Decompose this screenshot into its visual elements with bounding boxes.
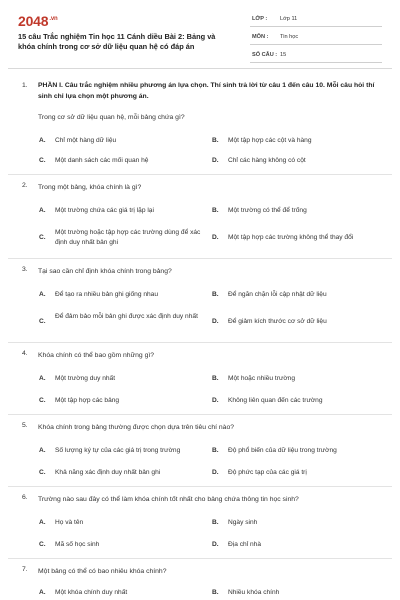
logo-text: 2048 bbox=[18, 13, 49, 29]
page-title: 15 câu Trắc nghiệm Tin học 11 Cánh diều Bài 2: Bảng và khóa chính trong cơ sở dữ liệu quan hệ có đáp án bbox=[18, 32, 216, 51]
option-text: Một trường hoặc tập hợp các trường dùng để xác định duy nhất bản ghi bbox=[55, 229, 201, 246]
question-divider bbox=[8, 486, 392, 487]
logo-suffix: .vn bbox=[49, 16, 58, 23]
option-text: Một khóa chính duy nhất bbox=[55, 589, 128, 596]
question-number: 1. bbox=[22, 82, 28, 89]
question-divider bbox=[8, 174, 392, 175]
option-text: Để tạo ra nhiều bản ghi giống nhau bbox=[55, 291, 159, 298]
option-text: Mã số học sinh bbox=[55, 541, 100, 548]
question-divider bbox=[8, 558, 392, 559]
option-label: C. bbox=[39, 318, 46, 325]
option-label: B. bbox=[212, 375, 219, 382]
option-text: Một tập hợp các trường không thể thay đổi bbox=[228, 234, 354, 241]
question-text: Khóa chính trong bảng thường được chọn dựa trên tiêu chí nào? bbox=[38, 424, 235, 431]
option-label: C. bbox=[39, 397, 46, 404]
question-number: 3. bbox=[22, 266, 28, 273]
option-label: A. bbox=[39, 137, 46, 144]
option-text: Ngày sinh bbox=[228, 519, 258, 526]
meta-class-label: LỚP : bbox=[252, 16, 268, 22]
question-text: Khóa chính có thể bao gồm những gì? bbox=[38, 352, 155, 359]
option-label: C. bbox=[39, 157, 46, 164]
question-divider bbox=[8, 258, 392, 259]
option-text: Để ngăn chặn lỗi cập nhật dữ liệu bbox=[228, 291, 327, 298]
meta-subject bbox=[250, 30, 382, 45]
option-label: B. bbox=[212, 519, 219, 526]
option-text: Một danh sách các mối quan hệ bbox=[55, 157, 149, 164]
option-label: B. bbox=[212, 207, 219, 214]
meta-subject-value: Tin học bbox=[280, 34, 299, 40]
question-number: 2. bbox=[22, 182, 28, 189]
option-text: Họ và tên bbox=[55, 519, 84, 526]
page-header bbox=[0, 0, 400, 64]
meta-class-value: Lớp 11 bbox=[280, 16, 298, 22]
option-text: Khả năng xác định duy nhất bản ghi bbox=[55, 469, 161, 476]
meta-class bbox=[250, 12, 382, 27]
question-number: 6. bbox=[22, 494, 28, 501]
option-text: Một trường chứa các giá trị lặp lại bbox=[55, 207, 154, 214]
option-label: B. bbox=[212, 589, 219, 596]
option-text: Không liên quan đến các trường bbox=[228, 397, 323, 404]
option-label: C. bbox=[39, 541, 46, 548]
question-text: Trường nào sau đây có thể làm khóa chính tốt nhất cho bảng chứa thông tin học sinh? bbox=[38, 496, 299, 503]
option-label: B. bbox=[212, 137, 219, 144]
option-text: Độ phổ biến của dữ liệu trong trường bbox=[228, 447, 337, 454]
question-number: 4. bbox=[22, 350, 28, 357]
meta-box bbox=[250, 12, 382, 66]
option-text: Một tập hợp các bảng bbox=[55, 397, 120, 404]
option-label: D. bbox=[212, 541, 219, 548]
option-text: Độ phức tạp của các giá trị bbox=[228, 469, 307, 476]
option-text: Một trường duy nhất bbox=[55, 375, 116, 382]
option-label: A. bbox=[39, 447, 46, 454]
question-divider bbox=[8, 414, 392, 415]
question-text: Trong một bảng, khóa chính là gì? bbox=[38, 184, 142, 191]
option-text: Một trường có thể để trống bbox=[228, 207, 307, 214]
meta-count-value: 15 bbox=[280, 52, 287, 58]
question-text: Tại sao cần chỉ định khóa chính trong bảng? bbox=[38, 268, 172, 275]
option-label: D. bbox=[212, 397, 219, 404]
meta-count-label: SỐ CÂU : bbox=[252, 52, 278, 58]
header-divider bbox=[8, 68, 392, 69]
option-label: B. bbox=[212, 447, 219, 454]
site-logo[interactable] bbox=[18, 13, 57, 29]
question-text: Trong cơ sở dữ liệu quan hệ, mỗi bảng chứa gì? bbox=[38, 114, 185, 121]
option-label: D. bbox=[212, 318, 219, 325]
option-label: A. bbox=[39, 207, 46, 214]
option-text: Chỉ các hàng không có cột bbox=[228, 157, 306, 164]
option-label: A. bbox=[39, 589, 46, 596]
section-instruction: PHẦN I. Câu trắc nghiệm nhiều phương án lựa chọn. Thí sinh trả lời từ câu 1 đến câu 10. Mỗi câu hỏi thí sinh chỉ lựa chọn một phương án. bbox=[38, 82, 375, 100]
option-text: Số lượng ký tự của các giá trị trong trường bbox=[55, 447, 181, 454]
question-divider bbox=[8, 342, 392, 343]
option-text: Để giảm kích thước cơ sở dữ liệu bbox=[228, 318, 327, 325]
question-text: Một bảng có thể có bao nhiêu khóa chính? bbox=[38, 568, 167, 575]
option-label: D. bbox=[212, 469, 219, 476]
option-text: Địa chỉ nhà bbox=[228, 541, 261, 548]
option-text: Một hoặc nhiều trường bbox=[228, 375, 296, 382]
option-label: A. bbox=[39, 291, 46, 298]
question-number: 7. bbox=[22, 566, 28, 573]
meta-subject-label: MÔN : bbox=[252, 34, 269, 40]
option-label: B. bbox=[212, 291, 219, 298]
option-text: Nhiều khóa chính bbox=[228, 589, 280, 596]
question-number: 5. bbox=[22, 422, 28, 429]
meta-count bbox=[250, 48, 382, 63]
option-label: A. bbox=[39, 375, 46, 382]
option-text: Để đảm bảo mỗi bản ghi được xác định duy nhất bbox=[55, 313, 198, 320]
option-label: A. bbox=[39, 519, 46, 526]
option-label: C. bbox=[39, 234, 46, 241]
option-text: Một tập hợp các cột và hàng bbox=[228, 137, 312, 144]
option-label: D. bbox=[212, 234, 219, 241]
option-label: C. bbox=[39, 469, 46, 476]
option-label: D. bbox=[212, 157, 219, 164]
option-text: Chỉ một hàng dữ liệu bbox=[55, 137, 117, 144]
